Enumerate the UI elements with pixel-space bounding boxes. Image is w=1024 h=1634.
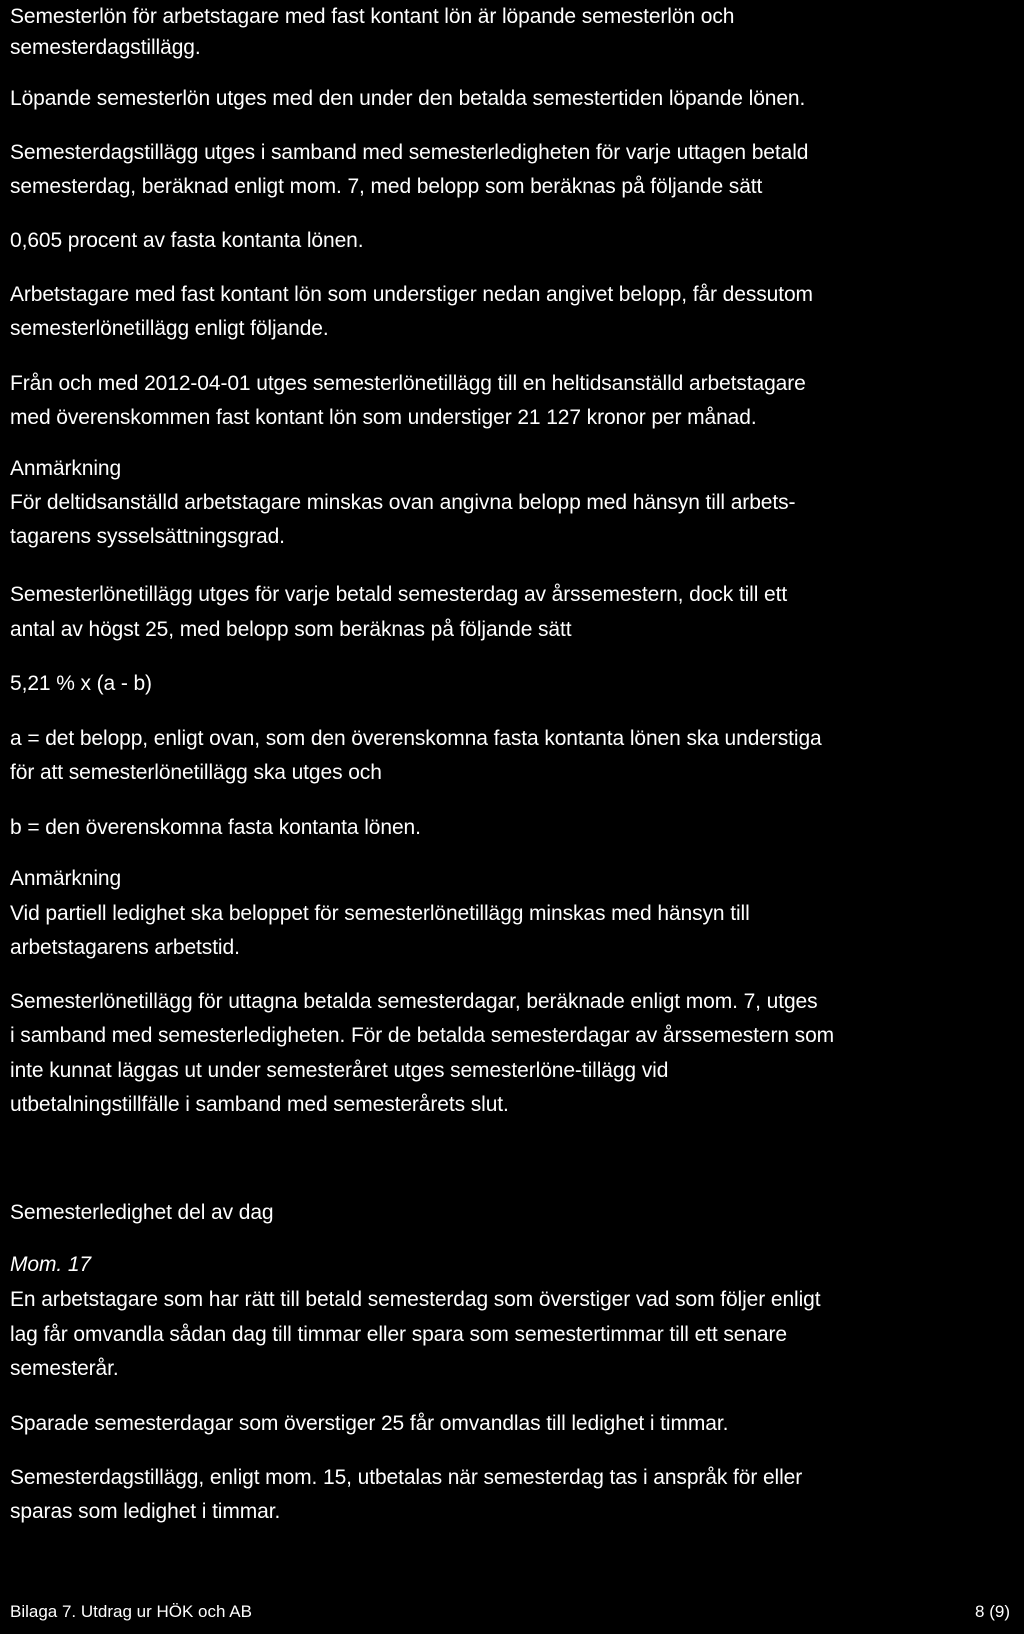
text-line: Semesterlönetillägg utges för varje betald semesterdag av årssemestern, dock till ett bbox=[10, 583, 788, 606]
text-line: sparas som ledighet i timmar. bbox=[10, 1500, 281, 1523]
text-line: Från och med 2012-04-01 utges semesterlönetillägg till en heltidsanställd arbetstagare bbox=[10, 372, 806, 395]
footer-title: Bilaga 7. Utdrag ur HÖK och AB bbox=[10, 1602, 252, 1621]
text-line: lag får omvandla sådan dag till timmar eller spara som semestertimmar till ett senare bbox=[10, 1323, 787, 1346]
text-line: Semesterdagstillägg, enligt mom. 15, utbetalas när semesterdag tas i anspråk för eller bbox=[10, 1466, 803, 1489]
text-line: En arbetstagare som har rätt till betald semesterdag som överstiger vad som följer enligt bbox=[10, 1288, 821, 1311]
text-line: Semesterlön för arbetstagare med fast kontant lön är löpande semesterlön och bbox=[10, 5, 735, 28]
text-line: Vid partiell ledighet ska beloppet för semesterlönetillägg minskas med hänsyn till bbox=[10, 902, 750, 925]
text-line: utbetalningstillfälle i samband med semesterårets slut. bbox=[10, 1093, 509, 1116]
annotation-heading: Anmärkning bbox=[10, 867, 122, 890]
text-line: För deltidsanställd arbetstagare minskas ovan angivna belopp med hänsyn till arbets- bbox=[10, 491, 796, 514]
text-line: semesterår. bbox=[10, 1357, 119, 1380]
text-line: semesterdagstillägg. bbox=[10, 36, 201, 59]
annotation-heading: Anmärkning bbox=[10, 457, 122, 480]
text-line: Semesterlönetillägg för uttagna betalda semesterdagar, beräknade enligt mom. 7, utges bbox=[10, 990, 818, 1013]
text-line: Löpande semesterlön utges med den under den betalda semestertiden löpande lönen. bbox=[10, 87, 806, 110]
text-line: semesterdag, beräknad enligt mom. 7, med belopp som beräknas på följande sätt bbox=[10, 175, 763, 198]
text-line: Semesterdagstillägg utges i samband med semesterledigheten för varje uttagen betald bbox=[10, 141, 809, 164]
text-line: antal av högst 25, med belopp som beräknas på följande sätt bbox=[10, 618, 572, 641]
text-line: med överenskommen fast kontant lön som understiger 21 127 kronor per månad. bbox=[10, 406, 757, 429]
page-number: 8 (9) bbox=[975, 1602, 1010, 1621]
text-line: i samband med semesterledigheten. För de betalda semesterdagar av årssemestern som bbox=[10, 1024, 835, 1047]
text-line: a = det belopp, enligt ovan, som den överenskomna fasta kontanta lönen ska understiga bbox=[10, 727, 822, 750]
section-heading: Semesterledighet del av dag bbox=[10, 1201, 274, 1224]
text-line: Arbetstagare med fast kontant lön som understiger nedan angivet belopp, får dessutom bbox=[10, 283, 813, 306]
text-line: arbetstagarens arbetstid. bbox=[10, 936, 240, 959]
text-line: för att semesterlönetillägg ska utges och bbox=[10, 761, 382, 784]
text-line: semesterlönetillägg enligt följande. bbox=[10, 317, 329, 340]
text-line: b = den överenskomna fasta kontanta lönen. bbox=[10, 816, 421, 839]
text-line: tagarens sysselsättningsgrad. bbox=[10, 525, 285, 548]
text-line: 0,605 procent av fasta kontanta lönen. bbox=[10, 229, 364, 252]
text-line: inte kunnat läggas ut under semesteråret utges semesterlöne-tillägg vid bbox=[10, 1059, 669, 1082]
formula-line: 5,21 % x (a - b) bbox=[10, 672, 152, 695]
text-line: Sparade semesterdagar som överstiger 25 får omvandlas till ledighet i timmar. bbox=[10, 1412, 729, 1435]
section-number: Mom. 17 bbox=[10, 1253, 91, 1276]
